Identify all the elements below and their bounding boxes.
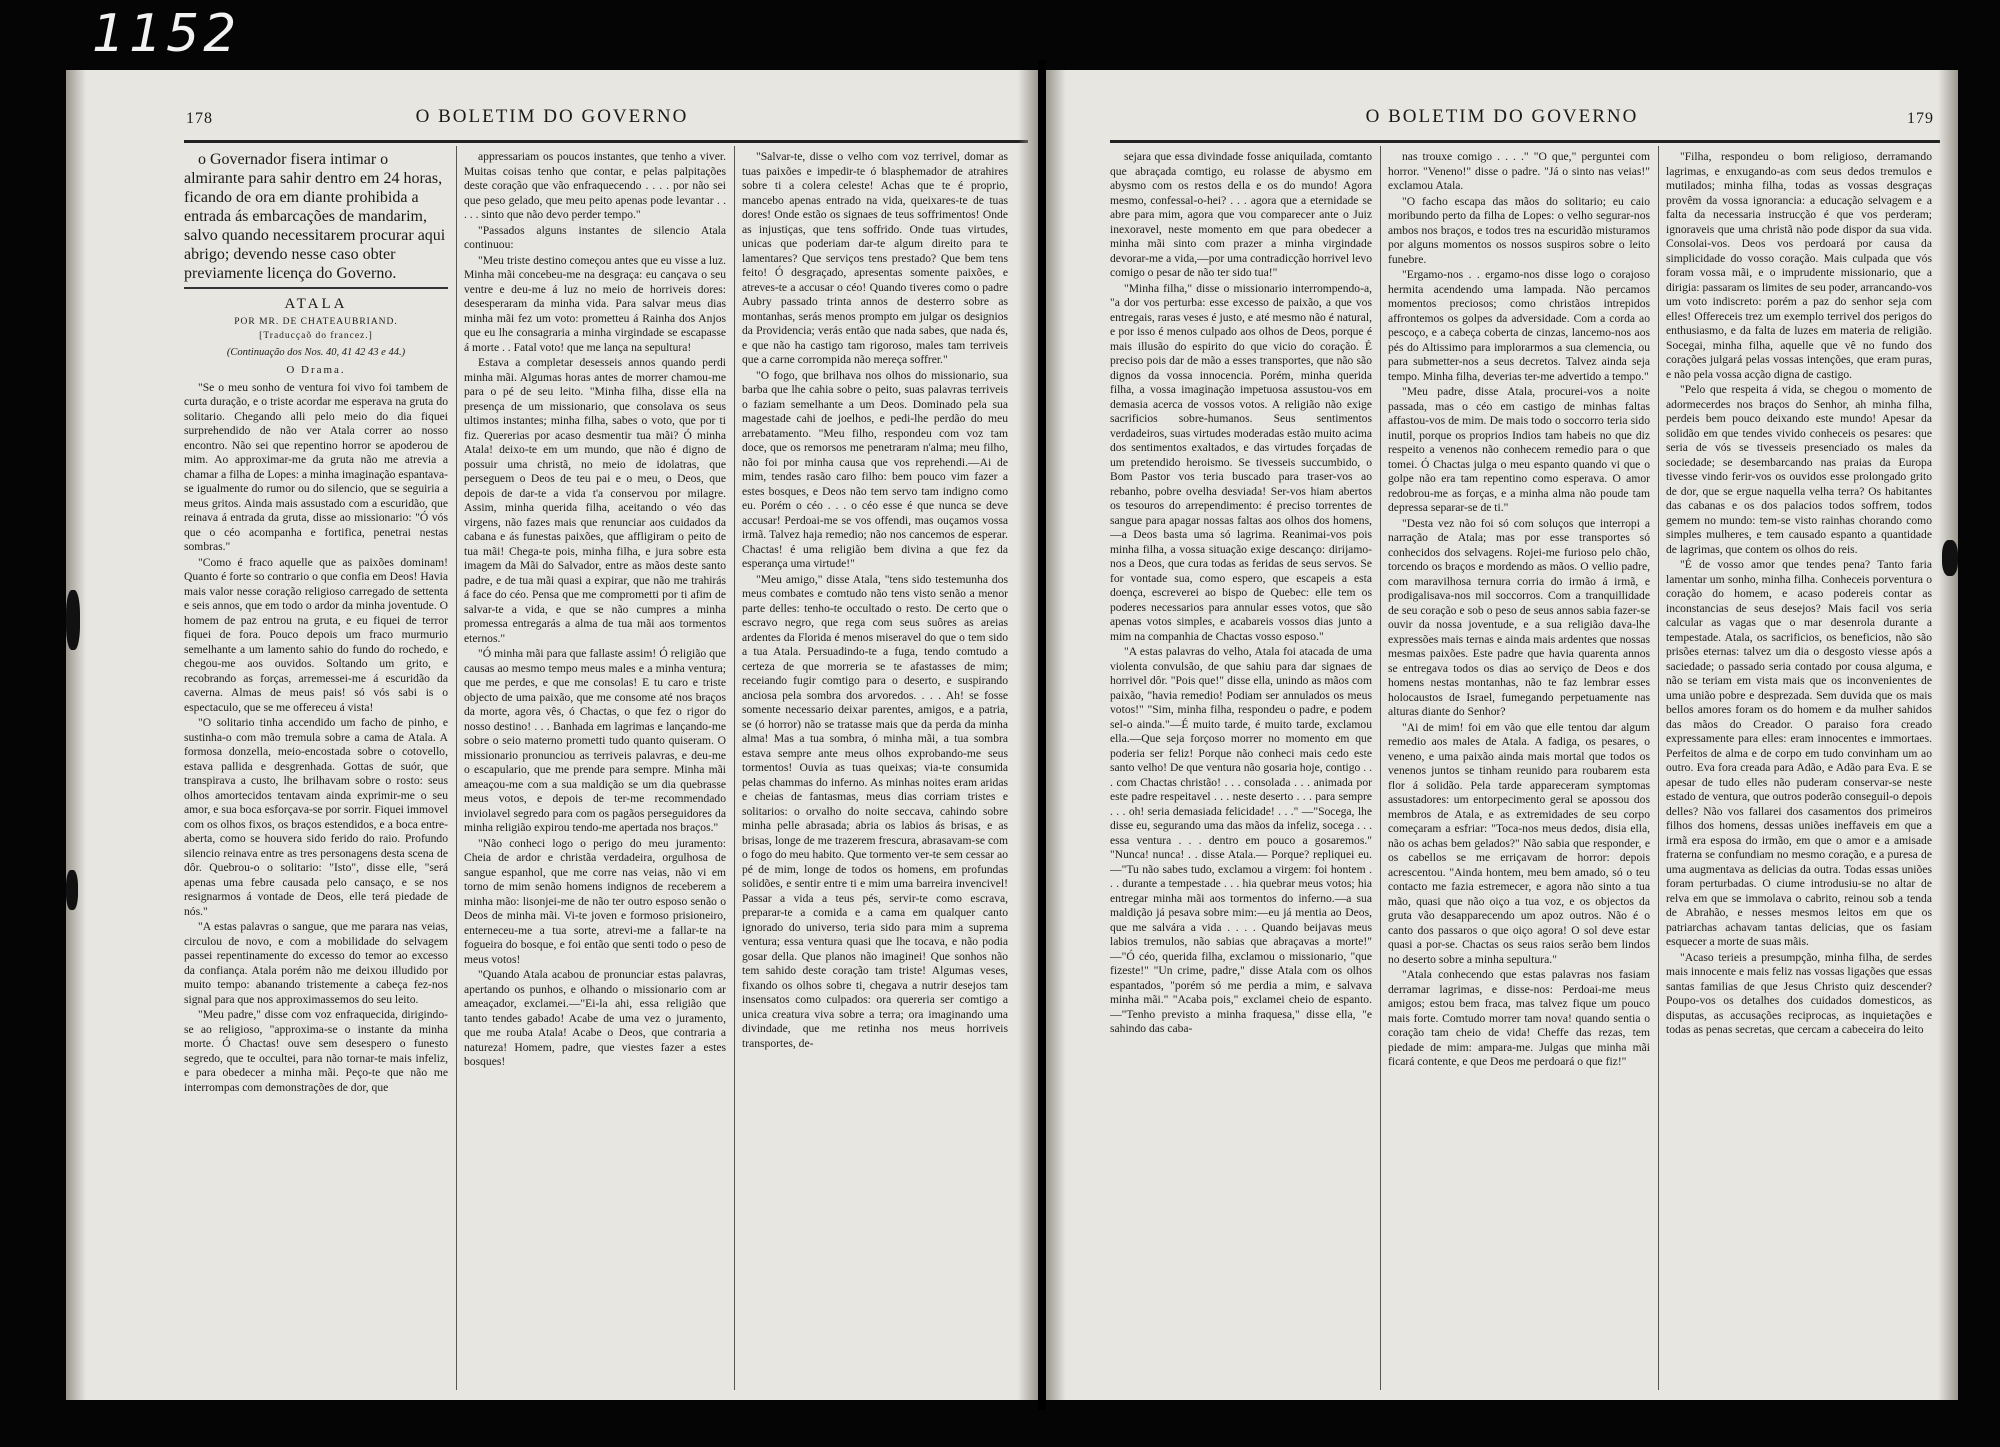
left-running-title: O BOLETIM DO GOVERNO bbox=[415, 106, 689, 127]
left-header bbox=[66, 106, 1038, 136]
paragraph: "Filha, respondeu o bom religioso, derramando lagrimas, e enxugando-as com seus dedos tremulos e mutilados; minha filha, todas as vossas desgraças provêm da vossa ignorancia: a educação selvagem e a falta da necessaria instrucção é que vos perderam; ignoraveis que uma christã não pode dispor da sua vida. Consolai-vos. Deos vos perdoará por causa da simplicidade do vosso coração. Mais culpada que vós foram vossa mãi, e o imprudente missionario, que a dirigia: passaram os limites de seu poder, arrancando-vos um voto indiscreto: porém a paz do senhor seja com elles! Offereceis trez um exemplo terrivel dos perigos do enthusiasmo, e da falta de luzes em materia de religião. Socegai, minha filha, aquelle que vê no fundo dos corações julgará pelas vossas intenções, que eram puras, e não pela vossa acção digna de castigo. bbox=[1666, 150, 1932, 381]
paragraph: nas trouxe comigo . . . ." "O que," perguntei com horror. "Veneno!" disse o padre. "Já o sinto nas veias!" exclamou Atala. bbox=[1388, 150, 1650, 192]
right-page-number: 179 bbox=[1907, 110, 1934, 127]
paragraph: Estava a completar desesseis annos quando perdi minha mãi. Algumas horas antes de morrer chamou-me para o pé de seu leito. "Minha filha, disse ella na presença de um missionario, que consolava os seus ultimos instantes; minha filha, sabes o voto, que por ti fiz. Quererias por acaso desmentir tua mãi? Ó minha Atala! deixo-te em um mundo, que não é digno de possuir uma christã, no meio de idolatras, que perseguem o Deos de teu pai e o meu, o Deos, que depois de dar-te a vida t'a conservou por milagre. Assim, minha querida filha, aceitando o véo das virgens, não fazes mais que renunciar aos cuidados da cabana e ás funestas paixões, que affligiram o peito de tua mãi! Chega-te pois, minha filha, e jura sobre esta imagem da Mãi do Salvador, entre as mãos deste santo padre, e de tua mãi quasi a expirar, que não me trahirás á face do céo. Pensa que me comprometti por ti afim de salvar-te a vida, e que se não cumpres a minha promessa entregarás a alma de tua mãi aos tormentos eternos." bbox=[464, 356, 726, 645]
paragraph: "Como é fraco aquelle que as paixões dominam! Quanto é forte so contrario o que confia em Deos! Havia mais valor nesse coração religioso carregado de settenta e seis annos, que em todo o ardor da minha joventude. O homem de paz entrou na gruta, e eu fiquei de terror fiquei de fora. Pouco depois um fraco murmurio semelhante a um lamento sahio do fundo do rochedo, e chegou-me aos ouvidos. Soltando um grito, e recobrando as forças, arremessei-me á escuridão da caverna. Almas de meus pais! só vós sabi is o espectaculo, que se me offereceu á vista! bbox=[184, 555, 448, 714]
book-gutter bbox=[1038, 60, 1046, 1410]
paragraph: "Quando Atala acabou de pronunciar estas palavras, apertando os punhos, e olhando o missionario com ar ameaçador, exclamei.—"Ei-la ahi, essa religião que tanto tendes gabado! Acabe de uma vez o juramento, que me rouba Atala! Acabe o Deos, que contraria a natureza! Homem, padre, que viestes fazer a estes bosques! bbox=[464, 968, 726, 1068]
paragraph: "A estas palavras o sangue, que me parara nas veias, circulou de novo, e com a mobilidade do selvagem passei repentinamente do excesso do temor ao excesso da confiança. Atala porém não me deixou illudido por muito tempo: abanando tristemente a cabeça fez-nos signal para que nos approximassemos do seu leito. bbox=[184, 920, 448, 1006]
paragraph: "Ergamo-nos . . ergamo-nos disse logo o corajoso hermita acendendo uma lampada. Não percamos momentos preciosos; como christãos intrepidos affrontemos os golpes da adversidade. Com a corda ao pescoço, e a cabeça coberta de cinzas, lancemo-nos aos pés do Altissimo para implorarmos a sua clemencia, ou para submetter-nos a seus decretos. Talvez ainda seja tempo. Minha filha, deverias ter-me advertido a tempo." bbox=[1388, 268, 1650, 383]
right-running-title: O BOLETIM DO GOVERNO bbox=[1365, 106, 1639, 127]
right-column-2 bbox=[1388, 150, 1650, 1390]
paragraph: "A estas palavras do velho, Atala foi atacada de uma violenta convulsão, de que sahiu para dar signaes de horrivel dôr. "Pois que!" disse ella, unindo as mãos com paixão, "havia remedio! Podiam ser annulados os meus votos!" "Sim, minha filha, respondeu o padre, e podem sel-o ainda."—É muito tarde, é muito tarde, exclamou ella.—Que seja forçoso morrer no momento em que poderia ser feliz! Porque não conheci mais cedo este santo velho! De que ventura não gosaria hoje, contigo . . . com Chactas christão! . . . consolada . . . animada por este padre respeitavel . . . neste deserto . . . para sempre . . . oh! seria demasiada felicidade! . . ." —"Socega, lhe disse eu, segurando uma das mãos da infeliz, socega . . . essa ventura . . . dentro em pouco a gosaremos." "Nunca! nunca! . . disse Atala.— Porque? repliquei eu.—"Tu não sabes tudo, exclamou a virgem: foi hontem . . . durante a tempestade . . . hia quebrar meus votos; hia entregar minha mãi aos tormentos do inferno.—a sua maldição já pesava sobre mim:—eu já mentia ao Deos, que me salvára a vida . . . . Quando beijavas meus labios tremulos, não sabias que abraçavas a morte!" —"Ó céo, querida filha, exclamou o missionario, "que fizeste!" "Un crime, padre," disse Atala com os olhos espantados, "porém só me perdia a mim, e salvava minha mãi." "Acaba pois," exclamei cheio de espanto.—"Tenho previsto a minha fraquesa," disse ella, "e sahindo das caba- bbox=[1110, 645, 1372, 1035]
right-column-1 bbox=[1110, 150, 1372, 1390]
left-column-1 bbox=[184, 150, 448, 1390]
right-header bbox=[1046, 106, 1958, 136]
paragraph: "Desta vez não foi só com soluços que interropi a narração de Atala; mas por esse transportes só conhecidos dos selvagens. Rojei-me furioso pelo chão, torcendo os braços e mordendo as mãos. O vellio padre, com maravilhosa ternura corria do irmão á irmã, e prodigalisava-nos mil soccorros. Com a tranquillidade de seu coração e sob o peso de seus annos sabia fazer-se ouvir da nossa joventude, e a sua religião dava-lhe expressões mais ternas e ainda mais ardentes que nossas mesmas paixões. Este padre que havia quarenta annos se entregava todos os dias ao serviço de Deos e dos homens nestas montanhas, não te faz lembrar esses holocaustos de Israel, fumegando perpetuamente nas alturas diante do Senhor? bbox=[1388, 516, 1650, 718]
paragraph: "Se o meu sonho de ventura foi vivo foi tambem de curta duração, e o triste acordar me esperava na gruta do solitario. Chegando alli pelo meio do dia fiquei surprehendido de não ver Atala correr ao nosso encontro. Não sei que repentino horror se apoderou de mim. Ao approximar-me da gruta não me atrevia a chamar a filha de Lopes: a minha imaginação espantava-se igualmente do rumor ou do silencio, que se seguiria a meus gritos. Ainda mais assustado com a escuridão, que reinava á entrada da gruta, disse ao missionario: "Ó vós que o céo acompanha e fortifica, penetrai nestas sombras." bbox=[184, 380, 448, 553]
translation-note: [Traducçaõ do francez.] bbox=[259, 331, 373, 341]
paragraph: "O facho escapa das mãos do solitario; eu caio moribundo perto da filha de Lopes: o velho segurar-nos ambos nos braços, e todos tres na escuridão misturamos por alguns momentos os nossos suspiros sobre o leito funebre. bbox=[1388, 194, 1650, 266]
paragraph: "Salvar-te, disse o velho com voz terrivel, domar as tuas paixões e impedir-te ó blasphemador de atrahires sobre ti a colera celeste! Achas que te é proprio, mancebo apenas entrado na vida, queixares-te de tuas dores! Onde estão os signaes de teus soffrimentos! Onde as injustiças, que tens soffrido. Onde tuas virtudes, unicas que poderiam dar-te algum direito para te lamentares? Que serviços tens prestado? Que bem tens feito! Ó desgraçado, apresentas somente paixões, e atreves-te a accusar o céo! Quando tiveres como o padre Aubry passado trinta annos de desterro sobre as montanhas, serás menos prompto em julgar os designios da Providencia; verás então que nada sabes, que nada és, e que não ha castigo tam rigoroso, males tam terriveis que a carne corrompida não mereça soffrer." bbox=[742, 150, 1008, 366]
section-author: POR MR. DE CHATEAUBRIAND. bbox=[234, 316, 398, 327]
section-title: ATALA bbox=[284, 296, 348, 312]
paragraph: "Meu triste destino começou antes que eu visse a luz. Minha mãi concebeu-me na desgraça: eu cançava o seu ventre e deu-me á luz no meio de horriveis dores: desesperaram da minha vida. Para salvar meus dias minha mãi fez um voto: prometteu á Rainha dos Anjos que eu lhe consagraria a minha virgindade se escapasse á morte . . Fatal voto! que me lança na sepultura! bbox=[464, 253, 726, 354]
paragraph: "O fogo, que brilhava nos olhos do missionario, sua barba que lhe cahia sobre o peito, suas palavras terriveis o faziam semelhante a um Deos. Dominado pela sua magestade cahi de joelhos, e pedi-lhe perdão do meu arrebatamento. "Meu filho, respondeu com voz tam doce, que os remorsos me penetraram n'alma; meu filho, não foi por minha causa que vos reprehendi.—Ai de mim, tendes rasão caro filho: bem pouco vim fazer a estes bosques, e Deos não tem servo tam indigno como eu. Porém o céo . . . o céo esse é que nunca se deve accusar! Perdoai-me se vos offendi, mas ouçamos vossa irmã. Talvez haja remedio; não nos cancemos de esperar. Chactas! é uma religião bem divina a que fez da esperança uma virtude!" bbox=[742, 368, 1008, 570]
continuation-note: (Continuação dos Nos. 40, 41 42 43 e 44.) bbox=[226, 346, 406, 358]
left-page bbox=[66, 70, 1038, 1400]
paragraph: "Meu padre," disse com voz enfraquecida, dirigindo-se ao religioso, "approxima-se o instante da minha morte. Ó Chactas! ouve sem desespero o funesto segredo, que te occultei, para não tornar-te mais infeliz, e para obedecer a minha mãi. Peço-te que não me interrompas com demonstrações de dor, que bbox=[184, 1008, 448, 1094]
left-page-number: 178 bbox=[186, 110, 213, 127]
paragraph: "Atala conhecendo que estas palavras nos fasiam derramar lagrimas, e disse-nos: Perdoai-me meus amigos; estou bem fraca, mas talvez fique um pouco mais forte. Comtudo morrer tam nova! quando sentia o coração tam cheio de vida! Cheffe das rezas, tem piedade de mim: ampara-me. Julgas que minha mãi ficará contente, e que Deos me perdoará o que fiz!" bbox=[1388, 968, 1650, 1068]
paragraph: "Pelo que respeita á vida, se chegou o momento de adormecerdes nos braços do Senhor, ah minha filha, perdeis bem pouco deixando este mundo! Apesar da solidão em que tendes vivido conheceis os pesares: que seria de vós se tivesseis presenciado os males da sociedade; se desembarcando nas praias da Europa tivesse vindo ferir-vos os ouvidos esse prolongado grito de dor, que se ergue naquella velha terra? Os habitantes das cabanas e os dos palacios todos soffrem, todos gemem no mundo: tem-se visto rainhas chorando como simples mulheres, e tem causado espanto a quantidade de lagrimas, que contem os olhos do reis. bbox=[1666, 383, 1932, 556]
subsection-title: O Drama. bbox=[286, 364, 346, 376]
right-column-3 bbox=[1666, 150, 1932, 1390]
paragraph: "Meu padre, disse Atala, procurei-vos a noite passada, mas o céo em castigo de minhas faltas affastou-vos de mim. De mais todo o soccorro teria sido inutil, porque os proprios Indios tam habeis no que diz respeito a venenos não conhecem remedio para o que tomei. Ó Chactas julga o meu espanto quando vi que o golpe não era tam repentino como esperava. O amor redobrou-me as forças, e a minha alma não poude tam depressa separar-se de ti." bbox=[1388, 385, 1650, 514]
left-column-3 bbox=[742, 150, 1008, 1390]
paragraph: "O solitario tinha accendido um facho de pinho, e sustinha-o com mão tremula sobre a cama de Atala. A formosa donzella, meio-encostada sobre o cotovello, estava pallida e desgrenhada. Gottas de suór, que transpirava a custo, lhe brilhavam sobre o rosto: seus olhos amortecidos tentavam ainda exprimir-me o seu amor, e sua boca esforçava-se por sorrir. Fiquei immovel com os olhos fixos, os braços estendidos, e a boca entre-aberta, como se houvera sido ferido do raio. Profundo silencio reinava entre as tres personagens desta scena de dôr. Quebrou-o o solitario: "Isto", disse elle, "será apenas uma febre causada pelo cansaço, e se nos resignarmos á vontade de Deos, elle terá piedade de nós." bbox=[184, 716, 448, 918]
paragraph: "É de vosso amor que tendes pena? Tanto faria lamentar um sonho, minha filha. Conheceis porventura o coração do homem, e acaso podereis contar as inconstancias de seus desejos? Mais facil vos seria calcular as vagas que o mar desenrola durante a tempestade. Atala, os sacrificios, os beneficios, não são prisões eternas: talvez um dia o desgosto viesse após a saciedade; o passado seria contado por cousa alguma, e não se teriam em vista mais que os inconvenientes de uma união pobre e desprezada. Sem duvida que os mais bellos amores foram os do homem e da mulher sahidos das mãos do Creador. O paraiso fora creado expressamente para elles: eram innocentes e immortaes. Perfeitos de alma e de corpo em tudo convinham um ao outro. Eva fora creada para Adão, e Adão para Eva. E se apesar de tudo elles não puderam conservar-se neste estado de ventura, que outros poderão conseguil-o depois delles? Não vos fallarei dos casamentos dos primeiros filhos dos homens, dessas uniões ineffaveis em que a irmã era esposa do irmão, em que o amor e a amisade fraterna se confundiam no mesmo coração, e a puresa de uma augmentava as delicias da outra. Todas essas uniões foram perturbadas. O ciume introdusiu-se no altar de relva em que se immolava o cabrito, reinou sob a tenda de Abrahão, e nesses mesmos leitos em que os patriarchas achavam tantas delicias, que os fasiam esquecer a morte de suas mãis. bbox=[1666, 558, 1932, 948]
paragraph: "Ó minha mãi para que fallaste assim! Ó religião que causas ao mesmo tempo meus males e a minha ventura; que me perdes, e que me consolas! E tu caro e triste objecto de uma paixão, que me consome até nos braços da morte, agora vês, ó Chactas, o que fez o rigor do nosso destino! . . . Banhada em lagrimas e lançando-me sobre o seio materno prometti tudo quanto quiseram. O missionario pronunciou as terriveis palavras, e deu-me o escapulario, que me prende para sempre. Minha mãi ameaçou-me com a sua maldição se um dia quebrasse meus votos, e depois de ter-me recommendado inviolavel segredo para com os pagãos perseguidores da minha religião expirou tendo-me apertada nos braços." bbox=[464, 647, 726, 834]
government-notice: o Governador fisera intimar o almirante para sahir dentro em 24 horas, ficando de ora em diante prohibida a entrada ás embarcações de mandarim, salvo quando necessitarem procurar aqui abrigo; devendo nesse caso obter previamente licença do Governo. bbox=[184, 150, 448, 289]
paragraph: appressariam os poucos instantes, que tenho a viver. Muitas coisas tenho que contar, e pelas palpitações deste coração que vão enfraquecendo . . . . por não sei que peso gelado, que meu peito apenas pode levantar . . . . . sinto que não devo perder tempo." bbox=[464, 150, 726, 221]
paragraph: "Meu amigo," disse Atala, "tens sido testemunha dos meus combates e comtudo não tens visto senão a menor parte delles: tenho-te occultado o resto. De certo que o escravo negro, que rega com seus suôres as areias ardentes da Florida é menos miseravel do que o tem sido a tua Atala. Persuadindo-te a fuga, tendo comtudo a certeza de que morreria se te afastasses de mim; receiando fugir comtigo para o deserto, e suspirando anciosa pela sombra dos arvoredos. . . . Ah! se fosse somente necessario deixar parentes, amigos, e a patria, se (ó horror) não se tratasse mais que da perda da minha alma! Mas a tua sombra, ó minha mãi, a tua sombra estava sempre ante meus olhos exprobando-me seus tormentos! Ouvia as tuas queixas; via-te consumida pelas chammas do inferno. As minhas noites eram aridas e cheias de fantasmas, meus dias corriam tristes e solitarios: o orvalho do noite seccava, cahindo sobre minha pelle abrasada; abria os labios ás brisas, e as brisas, longe de me trazerem frescura, abrasavam-se com o fogo do meu habito. Que tormento ver-te sem cessar ao pé de mim, longe de todos os homens, em profundas solidões, e sentir entre ti e mim uma barreira invencivel! Passar a vida a teus pés, servir-te como escrava, preparar-te a comida e a cama em qualquer canto ignorado do universo, teria sido para mim a suprema ventura; essa ventura quasi que lhe tocava, e não podia gosar della. Que planos não imaginei! Que sonhos não tem sahido deste coração tam triste! Algumas veses, fixando os olhos sobre ti, chegava a nutrir desejos tam insensatos como culpados: ora quereria ser comtigo a unica creatura viva sobre a terra; ora imaginando uma divindade, que me retinha nos meus horriveis transportes, de- bbox=[742, 572, 1008, 1050]
right-page bbox=[1046, 70, 1958, 1400]
paragraph: "Passados alguns instantes de silencio Atala continuou: bbox=[464, 223, 726, 251]
paragraph: "Ai de mim! foi em vão que elle tentou dar algum remedio aos males de Atala. A fadiga, os pesares, o veneno, e uma paixão ainda mais mortal que todos os venenos juntos se tinham reunido para roubarem esta flor á solidão. Pela tarde appareceram symptomas assustadores: um entorpecimento geral se apossou dos membros de Atala, e as extremidades de seu corpo começaram a esfriar: "Toca-nos meus dedos, disia ella, não os achas bem gelados?" Não sabia que responder, e os cabellos se me erriçavam de horror: depois acrescentou. "Ainda hontem, meu bem amado, só o teu contacto me fazia estremecer, e agora não sinto a tua mão, quasi que não oiço a tua voz, e os objectos da gruta vão desapparecendo um apoz outros. Não é o canto dos passaros o que oiço agora! O sol deve estar quasi a por-se. Chactas os seus raios serão bem lindos no deserto sobre a minha sepultura." bbox=[1388, 720, 1650, 966]
archive-number: 1152 bbox=[92, 4, 241, 64]
paragraph: "Minha filha," disse o missionario interrompendo-a, "a dor vos perturba: esse excesso de paixão, a que vos entregais, raras veses é justo, e até mesmo não é natural, e por isso é menos culpado aos olhos de Deos, porque é mais illusão do espirito do que vicio do coração. É preciso pois dar de mão a esses transportes, que não são dignos da vossa innocencia. Porém, minha querida filha, a vossa imaginação impetuosa assustou-vos em demasia acerca de vossos votos. A religião não exige sacrificios sobre-humanos. Seus sentimentos verdadeiros, suas virtudes moderadas estão muito acima dos sentimentos exaltados, e das virtudes forçadas de um pretendido heroismo. Se tivesseis succumbido, o Bom Pastor vos teria buscado para traser-vos ao rebanho, pobre ovelha desviada! Ser-vos hiam abertos os tesouros do arrependimento: é preciso torrentes de sangue para apagar nossas faltas aos olhos dos homens,—a Deos basta uma só lagrima. Reanimai-vos pois minha filha, a vossa situação exige descanço: dirijamo-nos a Deos, que cura todas as feridas de seus servos. Se for vontade sua, como espero, que escapeis a esta doença, escreverei ao bispo de Quebec: elle tem os poderes necessarios para annular esses votos, que são apenas votos simples, e acabareis vossos dias junto a mim na companhia de Chactas vosso esposo." bbox=[1110, 281, 1372, 643]
paragraph: "Não conheci logo o perigo do meu juramento: Cheia de ardor e christãa verdadeira, orgulhosa de sangue espanhol, que me corre nas veias, não vi em torno de mim senão homens indignos de receberem a minha mão: lisonjei-me de não ter outro esposo senão o Deos de minha mãi. Vi-te joven e formoso prisioneiro, enterneceu-me a tua sorte, atrevi-me a fallar-te na fogueira do bosque, e foi então que senti todo o peso de meus votos! bbox=[464, 836, 726, 966]
paragraph: "Acaso terieis a presumpção, minha filha, de serdes mais innocente e mais feliz nas vossas ligações que essas santas familias de que Jesus Christo quiz descender? Poupo-vos os detalhes dos cuidados domesticos, as disputas, as accusações reciprocas, as inquietações e todas as penas secretas, que cercam a cabeceira do leito bbox=[1666, 950, 1932, 1036]
paragraph: sejara que essa divindade fosse aniquilada, comtanto que abraçada comtigo, eu rolasse de abysmo em abysmo com os restos della e os do mundo! Agora mesmo, confessal-o-hei? . . . agora que a eternidade se abre para mim, agora que vou comparecer ante o Juiz inexoravel, neste momento em que para obedecer a minha mãi sinto com prazer a minha virgindade devorar-me a vida,—por uma contradicção horrivel levo comigo o pesar de não ter sido tua!" bbox=[1110, 150, 1372, 279]
left-column-2 bbox=[464, 150, 726, 1390]
